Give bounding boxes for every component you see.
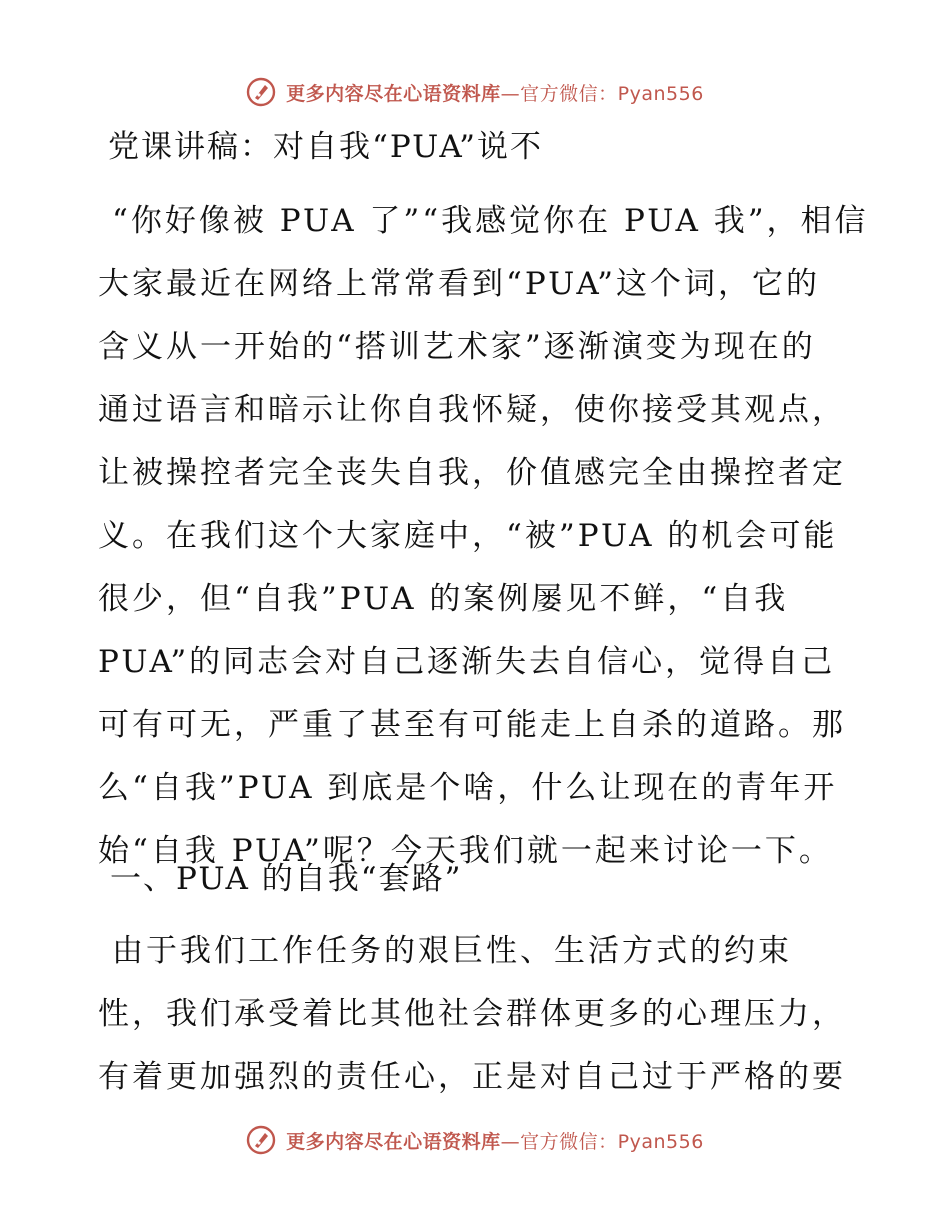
paragraph-line: “你好像被 PUA 了”“我感觉你在 PUA 我”，相信 <box>112 203 869 239</box>
paragraph-line: 性，我们承受着比其他社会群体更多的心理压力， <box>98 996 846 1032</box>
watermark-text <box>286 1127 704 1154</box>
paragraph-line: 由于我们工作任务的艰巨性、生活方式的约束 <box>112 933 792 969</box>
paragraph-line: 可有可无，严重了甚至有可能走上自杀的道路。那 <box>98 707 846 743</box>
paragraph-2 <box>98 920 858 1109</box>
paragraph-line: 有着更加强烈的责任心，正是对自己过于严格的要 <box>98 1059 846 1095</box>
footer-watermark <box>0 1118 950 1162</box>
paragraph-line: 义。在我们这个大家庭中，“被”PUA 的机会可能 <box>98 518 838 554</box>
watermark-dash: — <box>500 1130 521 1153</box>
pen-nib-logo-icon <box>246 77 276 107</box>
watermark-site-label: 更多内容尽在心语资料库 <box>286 82 501 105</box>
paragraph-line: 始“自我 PUA”呢？今天我们就一起来讨论一下。 <box>98 833 833 869</box>
watermark-site-label: 更多内容尽在心语资料库 <box>286 1130 501 1153</box>
paragraph-line: 很少，但“自我”PUA 的案例屡见不鲜，“自我 <box>98 581 789 617</box>
paragraph-line: 通过语言和暗示让你自我怀疑，使你接受其观点， <box>98 392 846 428</box>
paragraph-line: 含义从一开始的“搭训艺术家”逐渐演变为现在的 <box>98 329 816 365</box>
pen-nib-logo-icon <box>246 1125 276 1155</box>
watermark-text <box>286 79 704 106</box>
watermark-dash: — <box>500 82 521 105</box>
paragraph-1 <box>98 190 869 883</box>
header-watermark <box>0 70 950 114</box>
section-heading-1: 一、PUA 的自我“套路” <box>110 861 463 897</box>
paragraph-line: 么“自我”PUA 到底是个啥，什么让现在的青年开 <box>98 770 838 806</box>
watermark-wechat-label: 官方微信：Pyan556 <box>520 1130 704 1153</box>
document-title: 党课讲稿：对自我“PUA”说不 <box>108 129 544 165</box>
watermark-wechat-label: 官方微信：Pyan556 <box>520 82 704 105</box>
paragraph-line: PUA”的同志会对自己逐渐失去自信心，觉得自己 <box>98 644 836 680</box>
paragraph-line: 大家最近在网络上常常看到“PUA”这个词，它的 <box>98 266 821 302</box>
paragraph-line: 让被操控者完全丧失自我，价值感完全由操控者定 <box>98 455 846 491</box>
